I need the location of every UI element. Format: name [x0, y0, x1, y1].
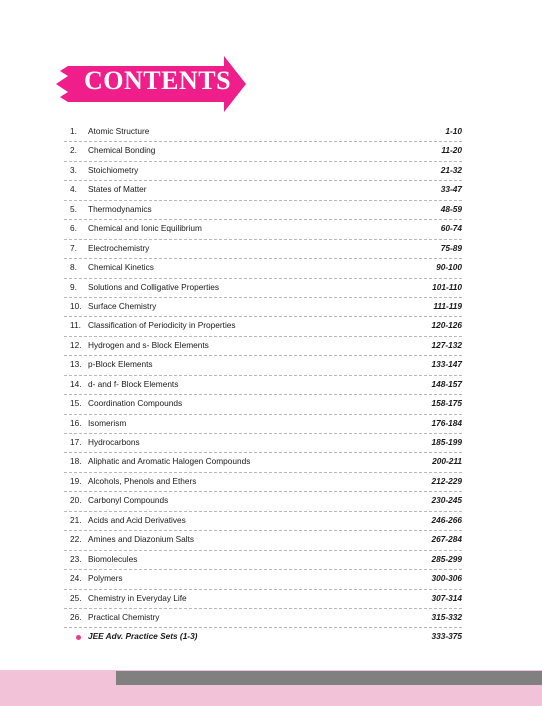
chapter-title: Stoichiometry: [88, 164, 139, 175]
chapter-title: Solutions and Colligative Properties: [88, 281, 219, 292]
page-range: 48-59: [440, 203, 462, 214]
page-range: 90-100: [436, 262, 462, 273]
chapter-number: 10.: [70, 300, 82, 311]
chapter-title: States of Matter: [88, 184, 147, 195]
page-range: 176-184: [431, 417, 462, 428]
chapter-title: Chemical Bonding: [88, 145, 156, 156]
page-range: 33-47: [440, 184, 462, 195]
page-range: 11-20: [441, 145, 462, 156]
page-title: CONTENTS: [84, 66, 232, 95]
chapter-number: 9.: [70, 281, 77, 292]
chapter-number: 18.: [70, 456, 82, 467]
toc-row[interactable]: [64, 551, 462, 570]
chapter-title: Alcohols, Phenols and Ethers: [88, 475, 197, 486]
chapter-title: Classification of Periodicity in Properties: [88, 320, 236, 331]
page-range: 75-89: [440, 242, 462, 253]
toc-row[interactable]: [64, 240, 462, 259]
chapter-title: Amines and Diazonium Salts: [88, 534, 195, 545]
chapter-number: 2.: [70, 145, 77, 156]
page-range: 300-306: [431, 573, 462, 584]
toc-row[interactable]: [64, 317, 462, 336]
chapter-number: 5.: [70, 203, 77, 214]
toc-row[interactable]: [64, 531, 462, 550]
page-range: 307-314: [431, 592, 462, 603]
page-range: 333-375: [431, 631, 462, 642]
chapter-title: Atomic Structure: [88, 126, 150, 136]
toc-row[interactable]: [64, 609, 462, 628]
chapter-number: 16.: [70, 417, 82, 428]
toc-row[interactable]: [64, 395, 462, 414]
contents-banner: [56, 56, 246, 112]
toc-row-practice-sets[interactable]: [64, 628, 462, 647]
toc-row[interactable]: [64, 356, 462, 375]
page-range: 246-266: [431, 514, 462, 525]
page-range: 185-199: [431, 437, 462, 447]
chapter-title: Carbonyl Compounds: [88, 495, 169, 506]
chapter-title: Coordination Compounds: [88, 398, 183, 409]
toc-row[interactable]: [64, 279, 462, 298]
chapter-number: 17.: [70, 437, 82, 447]
page-range: 1-10: [445, 126, 462, 136]
page-range: 285-299: [431, 553, 462, 564]
toc-row[interactable]: [64, 201, 462, 220]
chapter-number: 14.: [70, 378, 82, 389]
page-range: 200-211: [432, 456, 462, 467]
chapter-number: 11.: [70, 320, 81, 331]
chapter-title: p-Block Elements: [88, 359, 153, 370]
chapter-title: Hydrogen and s- Block Elements: [88, 339, 209, 350]
footer-band-gray: [116, 671, 542, 685]
toc-row[interactable]: [64, 298, 462, 317]
chapter-number: 20.: [70, 495, 82, 506]
page-range: 148-157: [431, 378, 462, 389]
toc-row[interactable]: [64, 376, 462, 395]
chapter-title: Thermodynamics: [88, 203, 152, 214]
toc-row[interactable]: [64, 181, 462, 200]
page-range: 127-132: [431, 339, 462, 350]
chapter-number: 13.: [70, 359, 82, 370]
chapter-title: d- and f- Block Elements: [88, 378, 179, 389]
toc-row[interactable]: [64, 453, 462, 472]
chapter-number: 24.: [70, 573, 82, 584]
chapter-title: Chemical and Ionic Equilibrium: [88, 223, 202, 234]
chapter-title: Acids and Acid Derivatives: [88, 514, 186, 525]
chapter-title: Chemistry in Everyday Life: [88, 592, 187, 603]
page-range: 60-74: [440, 223, 462, 234]
page-range: 133-147: [431, 359, 462, 370]
chapter-number: 21.: [70, 514, 82, 525]
chapter-title: Hydrocarbons: [88, 437, 140, 447]
toc-row[interactable]: [64, 570, 462, 589]
toc-row[interactable]: [64, 512, 462, 531]
chapter-number: 1.: [70, 126, 77, 136]
page-range: 101-110: [432, 281, 462, 292]
page-range: 21-32: [440, 164, 462, 175]
toc-row[interactable]: [64, 492, 462, 511]
toc-row[interactable]: [64, 434, 462, 453]
chapter-number: 8.: [70, 262, 77, 273]
chapter-number: 3.: [70, 164, 77, 175]
toc-row[interactable]: [64, 123, 462, 142]
chapter-number: 25.: [70, 592, 82, 603]
practice-sets-title: JEE Adv. Practice Sets (1-3): [88, 631, 198, 642]
chapter-number: 23.: [70, 553, 82, 564]
chapter-number: 4.: [70, 184, 77, 195]
page-range: 111-119: [433, 300, 462, 311]
chapter-title: Practical Chemistry: [88, 611, 160, 622]
chapter-number: 6.: [70, 223, 77, 234]
table-of-contents: [64, 123, 462, 648]
chapter-number: 15.: [70, 398, 82, 409]
toc-row[interactable]: [64, 473, 462, 492]
bullet-icon: [76, 635, 81, 640]
page-range: 315-332: [431, 611, 462, 622]
page-range: 120-126: [431, 320, 462, 331]
chapter-number: 19.: [70, 475, 82, 486]
chapter-number: 26.: [70, 611, 82, 622]
toc-row[interactable]: [64, 220, 462, 239]
chapter-title: Polymers: [88, 573, 123, 584]
chapter-title: Electrochemistry: [88, 242, 150, 253]
page-range: 158-175: [431, 398, 462, 409]
chapter-title: Aliphatic and Aromatic Halogen Compounds: [88, 456, 251, 467]
chapter-number: 12.: [70, 339, 82, 350]
chapter-title: Biomolecules: [88, 553, 138, 564]
page-range: 230-245: [431, 495, 462, 506]
page-range: 212-229: [431, 475, 462, 486]
toc-row[interactable]: [64, 259, 462, 278]
toc-row[interactable]: [64, 415, 462, 434]
chapter-title: Isomerism: [88, 417, 127, 428]
chapter-title: Chemical Kinetics: [88, 262, 154, 273]
toc-row[interactable]: [64, 337, 462, 356]
toc-row[interactable]: [64, 162, 462, 181]
toc-row[interactable]: [64, 142, 462, 161]
page-range: 267-284: [431, 534, 462, 545]
chapter-title: Surface Chemistry: [88, 300, 157, 311]
chapter-number: 7.: [70, 242, 77, 253]
toc-row[interactable]: [64, 590, 462, 609]
chapter-number: 22.: [70, 534, 82, 545]
